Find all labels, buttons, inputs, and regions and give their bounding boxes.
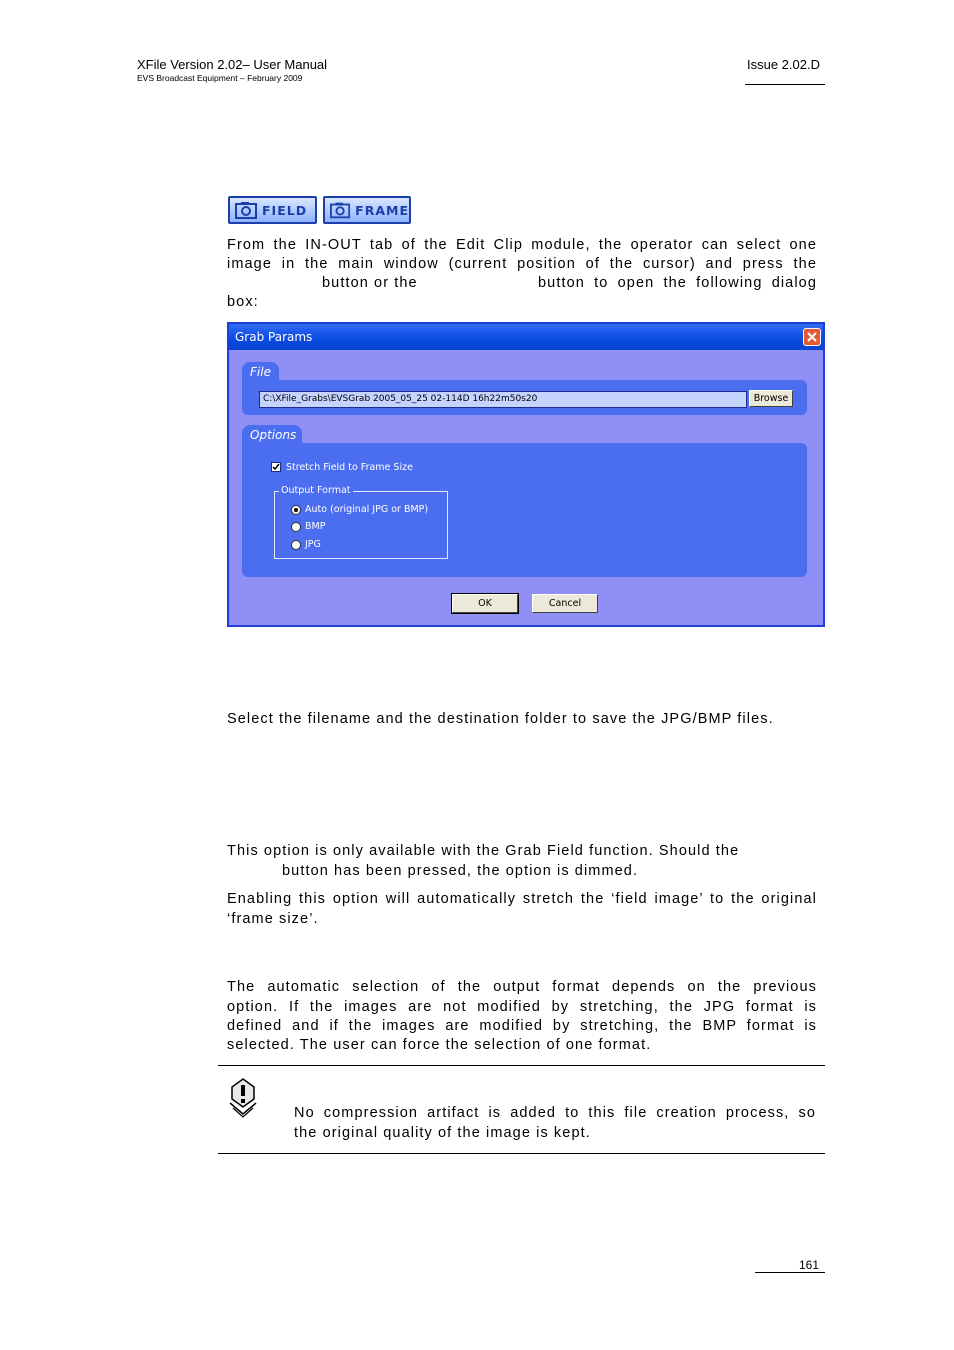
file-group-tab	[242, 362, 279, 382]
path-input[interactable]: C:\XFile_Grabs\EVSGrab 2005_05_25 02-114D 16h22m50s20	[259, 391, 747, 408]
stretch-line-1: This option is only available with the Grab Field function. Should the	[227, 843, 740, 859]
document-title: XFile Version 2.02– User Manual	[137, 57, 328, 72]
camera-icon	[235, 201, 257, 219]
intro-line-2: image in the main window (current position of the cursor) and press the	[227, 256, 817, 272]
options-group-label: Options	[250, 428, 297, 442]
intro-line-3a: button or the	[322, 275, 418, 291]
browse-button[interactable]: Browse	[749, 390, 793, 407]
output-format-label: Output Format	[281, 485, 351, 496]
note-top-rule	[218, 1065, 825, 1066]
format-radio-bmp[interactable]	[291, 522, 301, 532]
format-line-3: defined and if the images are modified by stretching, the BMP format is	[227, 1018, 817, 1034]
page-number: 161	[798, 1258, 819, 1272]
grab-field-label: FIELD	[262, 202, 308, 218]
warning-note-icon	[227, 1077, 259, 1119]
cancel-button[interactable]: Cancel	[532, 594, 598, 613]
stretch-label: Stretch Field to Frame Size	[286, 462, 413, 473]
stretch-line-3: Enabling this option will automatically stretch the ‘field image’ to the original	[227, 891, 817, 907]
intro-line-4: box:	[227, 294, 259, 310]
camera-icon	[330, 201, 350, 219]
format-option-jpg: JPG	[305, 539, 321, 550]
grab-params-dialog	[227, 322, 825, 627]
close-button[interactable]	[803, 328, 821, 346]
grab-frame-button[interactable]	[323, 196, 411, 224]
format-radio-jpg[interactable]	[291, 540, 301, 550]
close-icon	[804, 329, 820, 345]
dialog-title: Grab Params	[235, 330, 313, 344]
note-bottom-rule	[218, 1153, 825, 1154]
intro-line-1: From the IN-OUT tab of the Edit Clip module, the operator can select one	[227, 237, 817, 253]
options-group-tab	[242, 425, 302, 445]
note-line-2: the original quality of the image is kept.	[294, 1125, 591, 1141]
grab-field-button[interactable]	[228, 196, 317, 224]
file-group-label: File	[250, 365, 271, 379]
issue-label: Issue 2.02.D	[747, 57, 820, 72]
format-radio-auto[interactable]	[291, 505, 301, 515]
stretch-checkbox[interactable]	[271, 462, 281, 472]
document-subtitle: EVS Broadcast Equipment – February 2009	[137, 73, 303, 83]
file-paragraph: Select the filename and the destination folder to save the JPG/BMP files.	[227, 711, 774, 727]
checkmark-icon	[272, 463, 280, 471]
ok-button[interactable]: OK	[452, 594, 518, 613]
dialog-title-bar[interactable]	[229, 324, 823, 350]
footer-rule	[755, 1272, 825, 1273]
radio-selected-dot	[294, 508, 298, 512]
format-line-2: option. If the images are not modified by stretching, the JPG format is	[227, 999, 817, 1015]
format-option-bmp: BMP	[305, 521, 326, 532]
stretch-line-4: ‘frame size’.	[227, 911, 319, 927]
format-line-4: selected. The user can force the selection of one format.	[227, 1037, 652, 1053]
format-line-1: The automatic selection of the output format depends on the previous	[227, 979, 817, 995]
header-rule	[745, 84, 825, 85]
stretch-line-2: button has been pressed, the option is dimmed.	[282, 863, 639, 879]
grab-frame-label: FRAME	[355, 202, 409, 218]
note-line-1: No compression artifact is added to this file creation process, so	[294, 1105, 816, 1121]
intro-line-3b: button to open the following dialog	[538, 275, 817, 291]
format-option-auto: Auto (original JPG or BMP)	[305, 504, 429, 515]
